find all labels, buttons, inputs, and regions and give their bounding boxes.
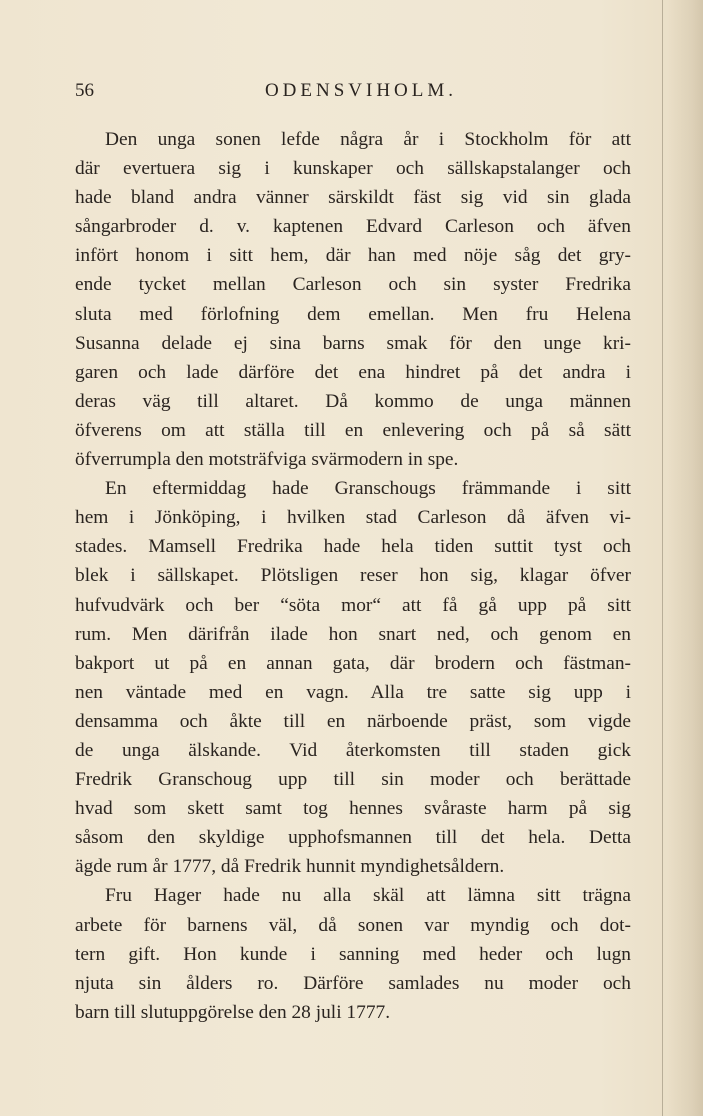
text-line: stades. Mamsell Fredrika hade hela tiden suttit tyst och bbox=[75, 536, 631, 558]
text-line: rum. Men därifrån ilade hon snart ned, och genom en bbox=[75, 623, 631, 645]
text-line: nen väntade med en vagn. Alla tre satte sig upp i bbox=[75, 681, 631, 703]
text-line: hufvudvärk och ber “söta mor“ att få gå upp på sitt bbox=[75, 594, 631, 616]
text-line: såsom den skyldige upphofsmannen till det hela. Detta bbox=[75, 827, 631, 849]
page-number: 56 bbox=[75, 80, 94, 101]
text-line: En eftermiddag hade Granschougs främmande i sitt bbox=[105, 478, 631, 500]
text-line: ägde rum år 1777, då Fredrik hunnit myndighetsåldern. bbox=[75, 856, 505, 878]
text-line: arbete för barnens väl, då sonen var myndig och dot- bbox=[75, 914, 631, 936]
text-line: infört honom i sitt hem, där han med nöje såg det gry- bbox=[75, 245, 631, 267]
page-header bbox=[75, 78, 635, 104]
running-title: ODENSVIHOLM. bbox=[264, 80, 458, 101]
text-line: sångarbroder d. v. kaptenen Edvard Carleson och äfven bbox=[75, 216, 631, 238]
text-line: sluta med förlofning dem emellan. Men fru Helena bbox=[75, 303, 631, 325]
text-line: garen och lade därföre det ena hindret på det andra i bbox=[75, 361, 631, 383]
text-line: njuta sin ålders ro. Därföre samlades nu moder och bbox=[75, 972, 631, 994]
text-line: hem i Jönköping, i hvilken stad Carleson då äfven vi- bbox=[75, 507, 631, 529]
page-edge-line bbox=[662, 0, 663, 1116]
body-text bbox=[75, 125, 631, 1027]
text-line: bakport ut på en annan gata, där brodern och fästman- bbox=[75, 652, 631, 674]
text-line: de unga älskande. Vid återkomsten till staden gick bbox=[75, 739, 631, 761]
text-line: hade bland andra vänner särskildt fäst sig vid sin glada bbox=[75, 187, 631, 209]
page-gutter-shadow bbox=[667, 0, 703, 1116]
text-line: Susanna delade ej sina barns smak för den unge kri- bbox=[75, 332, 631, 354]
text-line: öfverens om att ställa till en enlevering och på så sätt bbox=[75, 419, 631, 441]
text-line: öfverrumpla den motsträfviga svärmodern in spe. bbox=[75, 449, 459, 471]
text-line: Den unga sonen lefde några år i Stockholm för att bbox=[105, 129, 631, 150]
text-line: ende tycket mellan Carleson och sin syster Fredrika bbox=[75, 274, 631, 296]
text-line: blek i sällskapet. Plötsligen reser hon sig, klagar öfver bbox=[75, 565, 631, 587]
text-line: Fredrik Granschoug upp till sin moder och berättade bbox=[75, 769, 631, 791]
text-line: tern gift. Hon kunde i sanning med heder och lugn bbox=[75, 943, 631, 965]
text-line: där evertuera sig i kunskaper och sällskapstalanger och bbox=[75, 158, 631, 180]
text-line: hvad som skett samt tog hennes svåraste harm på sig bbox=[75, 798, 631, 820]
text-line: deras väg till altaret. Då kommo de unga männen bbox=[75, 390, 631, 412]
text-line: Fru Hager hade nu alla skäl att lämna sitt trägna bbox=[105, 885, 631, 907]
text-line: densamma och åkte till en närboende präst, som vigde bbox=[75, 710, 631, 732]
text-line: barn till slutuppgörelse den 28 juli 1777. bbox=[75, 1001, 391, 1023]
